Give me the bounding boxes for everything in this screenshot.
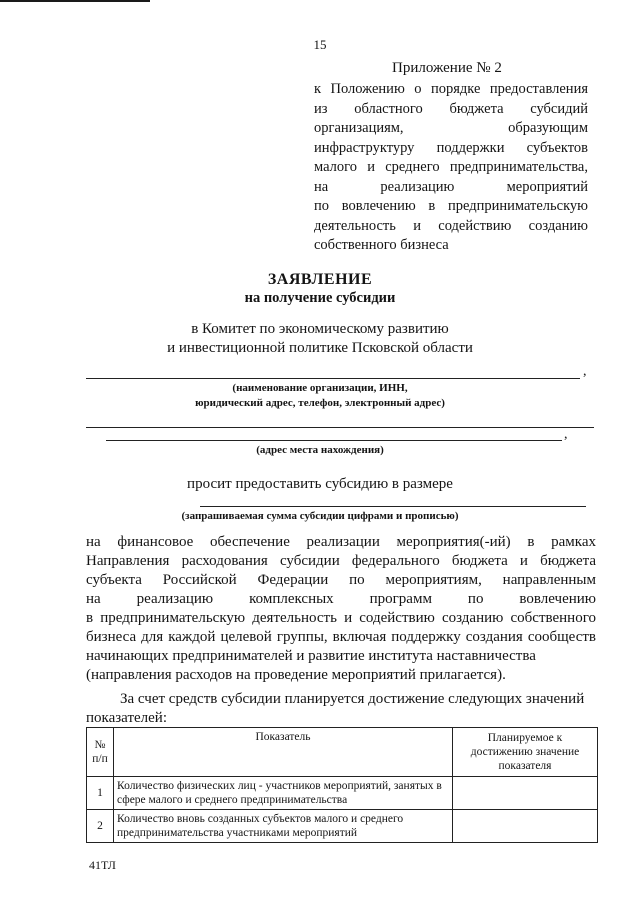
addressee-line: и инвестиционной политике Псковской области (167, 340, 473, 356)
row-planned (453, 777, 598, 810)
paragraph-line: (направления расходов на проведение мероприятий прилагается). (86, 667, 506, 683)
scan-artifact-line (0, 0, 150, 2)
indicators-intro: За счет средств субсидии планируется достижение следующих значений (120, 691, 585, 707)
org-caption: юридический адрес, телефон, электронный адрес) (195, 397, 445, 409)
table-row (87, 810, 598, 843)
paragraph-line: на финансовое обеспечение реализации мероприятия(-ий) в рамках (86, 534, 596, 550)
paragraph-line: начинающих предпринимателей и развитие института наставничества (86, 648, 536, 664)
table-header-row (87, 728, 598, 777)
document-title: ЗАЯВЛЕНИЕ (267, 271, 373, 288)
row-num: 1 (87, 777, 114, 810)
annex-title: Приложение № 2 (392, 60, 502, 76)
paragraph-line: бизнеса для каждой целевой группы, включая поддержку создания сообществ (86, 629, 596, 645)
location-comma: , (564, 427, 568, 442)
footer-code: 41ТЛ (89, 858, 116, 872)
annex-line: к Положению о порядке предоставления (314, 81, 588, 97)
table-row (87, 777, 598, 810)
org-name-fill-line (86, 378, 580, 379)
indicators-intro-end: показателей: (86, 710, 167, 726)
location-caption: (адрес места нахождения) (256, 444, 384, 456)
annex-line: из областного бюджета субсидий (314, 100, 588, 117)
indicators-table (86, 727, 598, 843)
annex-line: по вовлечению в предпринимательскую (314, 198, 588, 214)
header-indicator: Показатель (114, 728, 453, 777)
annex-text (314, 80, 588, 256)
row-indicator: Количество физических лиц - участников мероприятий, занятых в сфере малого и среднего предпринимательства (114, 777, 453, 810)
row-planned (453, 810, 598, 843)
annex-line: малого и среднего предпринимательства, (314, 159, 588, 175)
paragraph-line: Направления расходования субсидии федерального бюджета и бюджета (86, 553, 596, 569)
row-num: 2 (87, 810, 114, 843)
annex-line: инфраструктуру поддержки субъектов (314, 139, 588, 156)
header-planned: Планируемое к достижению значение показателя (453, 728, 598, 777)
org-fill-line-2 (86, 427, 594, 428)
location-fill-line (106, 440, 562, 441)
annex-line: собственного бизнеса (314, 237, 449, 253)
page-number: 15 (313, 37, 327, 52)
row-indicator: Количество вновь созданных субъектов малого и среднего предпринимательства участниками мероприятий (114, 810, 453, 843)
annex-line: на реализацию мероприятий (314, 178, 588, 195)
amount-caption: (запрашиваемая сумма субсидии цифрами и прописью) (181, 510, 459, 522)
annex-line: организациям, образующим (314, 120, 588, 136)
addressee-line: в Комитет по экономическому развитию (191, 321, 449, 337)
paragraph-line: на реализацию комплексных программ по вовлечению (86, 591, 596, 607)
header-num: № п/п (87, 728, 114, 777)
document-subtitle: на получение субсидии (244, 290, 396, 306)
org-caption: (наименование организации, ИНН, (232, 382, 408, 394)
amount-fill-line (200, 506, 586, 507)
request-text: просит предоставить субсидию в размере (187, 476, 453, 492)
purpose-paragraph (86, 533, 596, 685)
paragraph-line: в предпринимательскую деятельность и содействию созданию собственного (86, 610, 596, 626)
annex-line: деятельность и содействию созданию (314, 217, 588, 234)
paragraph-line: субъекта Российской Федерации по мероприятиям, направленным (86, 572, 596, 588)
org-comma: , (583, 364, 587, 379)
